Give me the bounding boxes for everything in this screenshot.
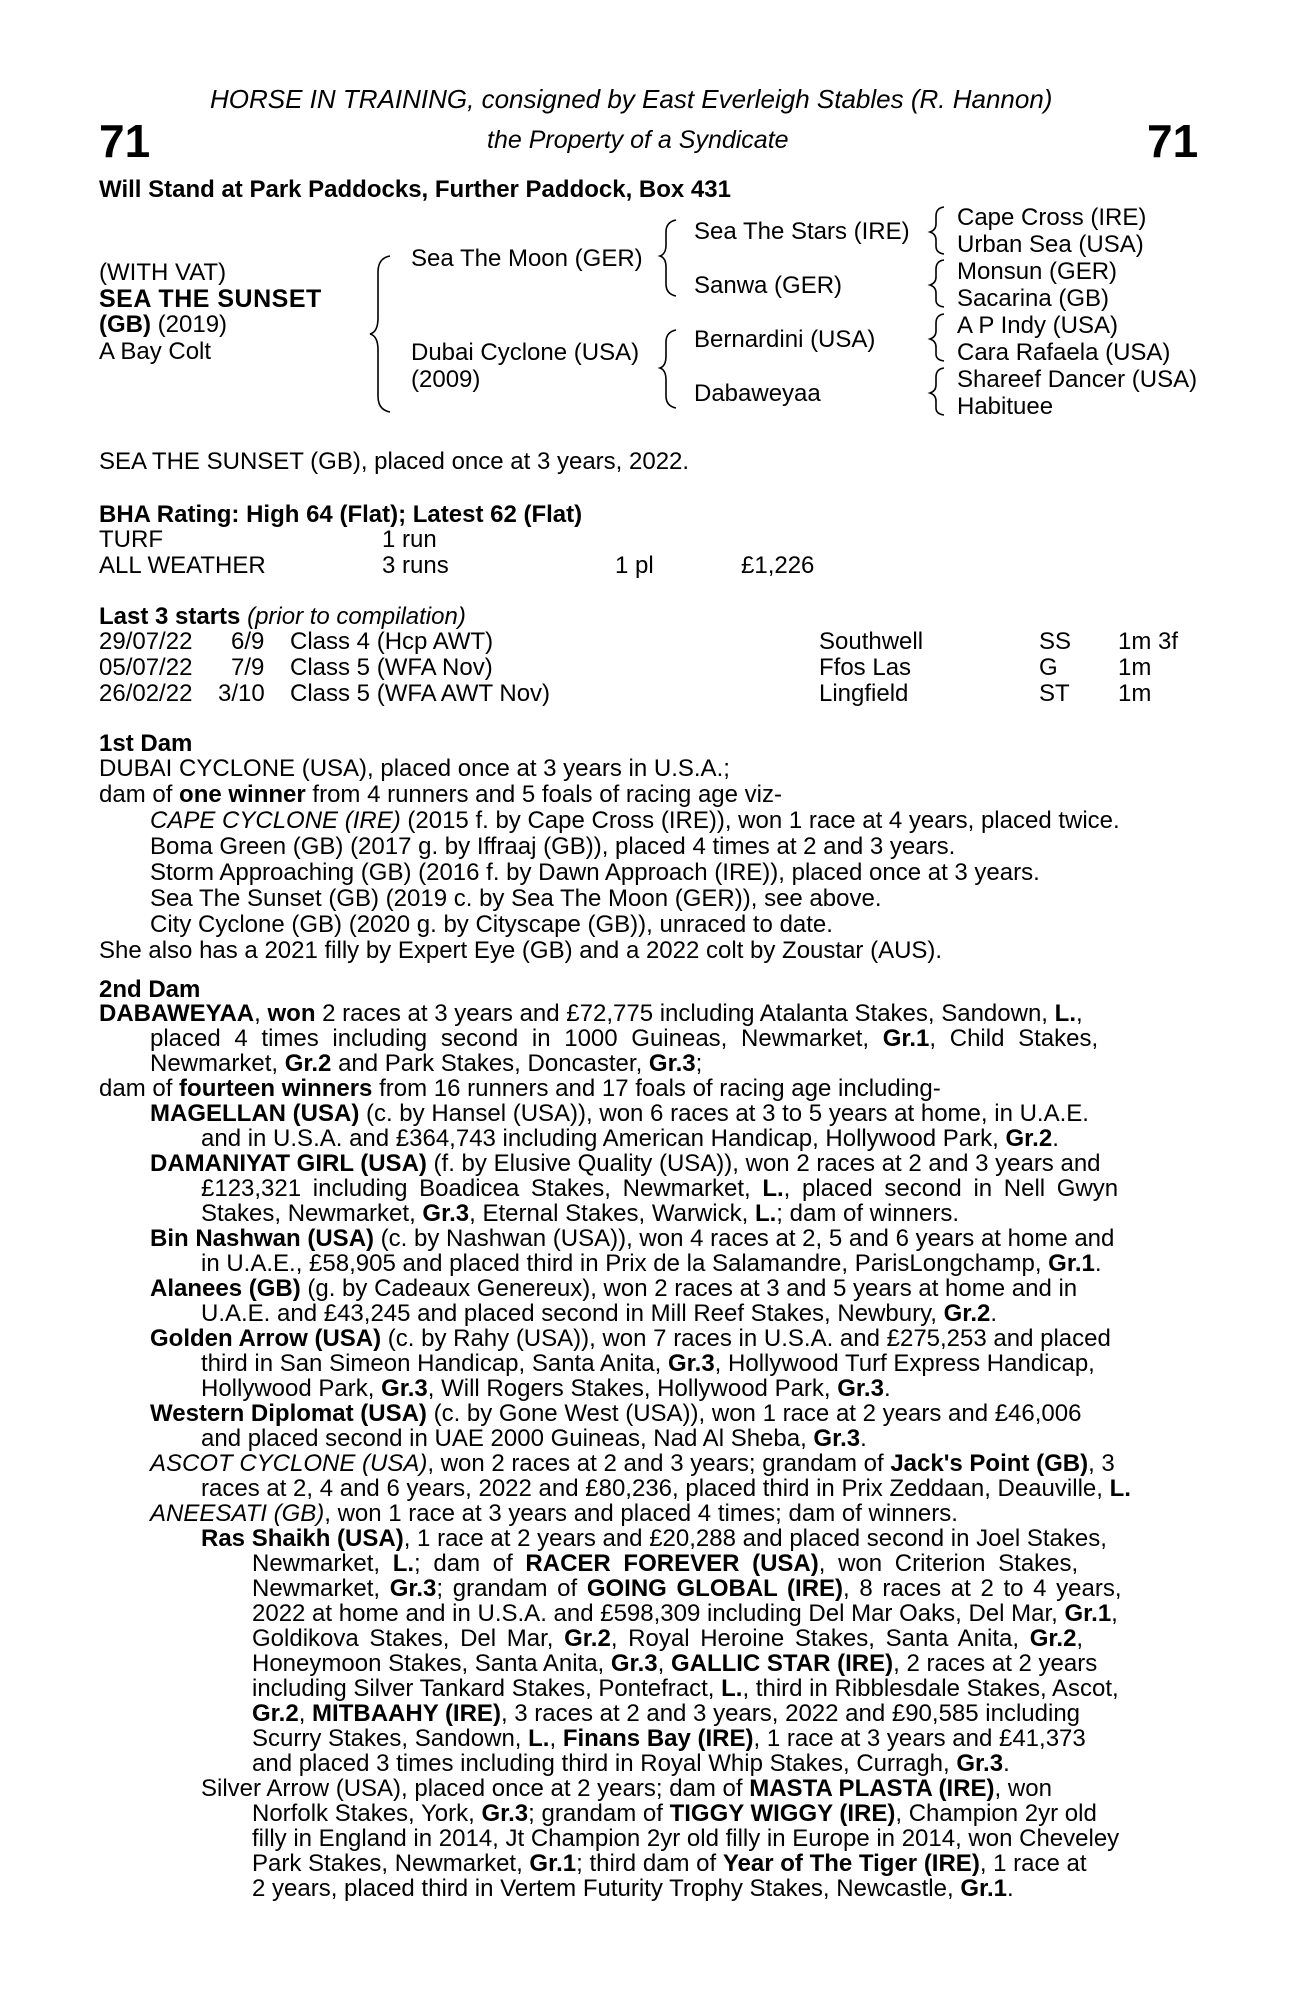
- produce-ras-shaikh-5: Goldikova Stakes, Del Mar, Gr.2, Royal Heroine Stakes, Santa Anita, Gr.2,: [252, 1625, 1084, 1652]
- produce-golden-arrow: Golden Arrow (USA) (c. by Rahy (USA)), won 7 races in U.S.A. and £275,253 and placed: [150, 1325, 1111, 1352]
- dam-dam: Dabaweyaa: [694, 380, 821, 407]
- start-class: Class 5 (WFA Nov): [290, 654, 493, 681]
- produce-western-diplomat: Western Diplomat (USA) (c. by Gone West (USA)), won 1 race at 2 years and £46,006: [150, 1400, 1082, 1427]
- gg-2: Urban Sea (USA): [957, 231, 1144, 258]
- gg-5: A P Indy (USA): [957, 312, 1118, 339]
- start-going: ST: [1039, 680, 1070, 707]
- produce-ascot-cyclone-2: races at 2, 4 and 6 years, 2022 and £80,236, placed third in Prix Zeddaan, Deauville, L.: [201, 1475, 1131, 1502]
- start-class: Class 5 (WFA AWT Nov): [290, 680, 551, 707]
- horse-name: SEA THE SUNSET: [99, 285, 322, 313]
- produce-silver-arrow-3: filly in England in 2014, Jt Champion 2yr old filly in Europe in 2014, won Cheveley: [252, 1825, 1120, 1852]
- produce-magellan-2: and in U.S.A. and £364,743 including American Handicap, Hollywood Park, Gr.2.: [201, 1125, 1059, 1152]
- produce-bin-nashwan: Bin Nashwan (USA) (c. by Nashwan (USA)), won 4 races at 2, 5 and 6 years at home and: [150, 1225, 1115, 1252]
- gg-3: Monsun (GER): [957, 258, 1118, 285]
- start-date: 05/07/22: [99, 654, 193, 681]
- start-distance: 1m: [1118, 680, 1152, 707]
- dam-sire: Bernardini (USA): [694, 326, 876, 353]
- horse-origin-year: (GB) (2019): [99, 311, 228, 338]
- sire-dam: Sanwa (GER): [694, 272, 843, 299]
- start-going: G: [1039, 654, 1058, 681]
- foal-3: Storm Approaching (GB) (2016 f. by Dawn Approach (IRE)), placed once at 3 years.: [150, 859, 1040, 886]
- second-dam-line-2: placed 4 times including second in 1000 Guineas, Newmarket, Gr.1, Child Stakes,: [150, 1025, 1099, 1052]
- horse-description: A Bay Colt: [99, 338, 212, 365]
- produce-silver-arrow-5: 2 years, placed third in Vertem Futurity Trophy Stakes, Newcastle, Gr.1.: [252, 1875, 1014, 1902]
- produce-ras-shaikh-10: and placed 3 times including third in Royal Whip Stakes, Curragh, Gr.3.: [252, 1750, 1010, 1777]
- first-dam-produce: dam of one winner from 4 runners and 5 foals of racing age viz-: [99, 781, 782, 808]
- start-distance: 1m 3f: [1118, 628, 1179, 655]
- bha-rating: BHA Rating: High 64 (Flat); Latest 62 (Flat): [99, 501, 583, 528]
- catalogue-title: HORSE IN TRAINING, consigned by East Everleigh Stables (R. Hannon): [210, 84, 1053, 114]
- foal-4: Sea The Sunset (GB) (2019 c. by Sea The Moon (GER)), see above.: [150, 885, 882, 912]
- produce-damaniyat-2: £123,321 including Boadicea Stakes, Newmarket, L., placed second in Nell Gwyn: [201, 1175, 1119, 1202]
- second-dam-produce: dam of fourteen winners from 16 runners and 17 foals of racing age including-: [99, 1075, 941, 1102]
- start-distance: 1m: [1118, 654, 1152, 681]
- start-position: 3/10: [218, 680, 265, 707]
- sire-sire: Sea The Stars (IRE): [694, 218, 910, 245]
- produce-ras-shaikh-4: 2022 at home and in U.S.A. and £598,309 including Del Mar Oaks, Del Mar, Gr.1,: [252, 1600, 1118, 1627]
- second-dam-line-1: DABAWEYAA, won 2 races at 3 years and £72,775 including Atalanta Stakes, Sandown, L.,: [99, 1000, 1083, 1027]
- gg-8: Habituee: [957, 393, 1054, 420]
- produce-alanees-2: U.A.E. and £43,245 and placed second in Mill Reef Stakes, Newbury, Gr.2.: [201, 1300, 998, 1327]
- start-date: 29/07/22: [99, 628, 193, 655]
- produce-ras-shaikh-3: Newmarket, Gr.3; grandam of GOING GLOBAL (IRE), 8 races at 2 to 4 years,: [252, 1575, 1122, 1602]
- foal-1: CAPE CYCLONE (IRE) (2015 f. by Cape Cross (IRE)), won 1 race at 4 years, placed twice.: [150, 807, 1120, 834]
- produce-aneesati: ANEESATI (GB), won 1 race at 3 years and placed 4 times; dam of winners.: [150, 1500, 958, 1527]
- produce-silver-arrow: Silver Arrow (USA), placed once at 2 years; dam of MASTA PLASTA (IRE), won: [201, 1775, 1052, 1802]
- produce-damaniyat-3: Stakes, Newmarket, Gr.3, Eternal Stakes, Warwick, L.; dam of winners.: [201, 1200, 960, 1227]
- second-dam-heading: 2nd Dam: [99, 976, 201, 1003]
- dam: Dubai Cyclone (USA): [411, 339, 640, 366]
- foal-2: Boma Green (GB) (2017 g. by Iffraaj (GB)), placed 4 times at 2 and 3 years.: [150, 833, 956, 860]
- start-position: 6/9: [231, 628, 265, 655]
- produce-ras-shaikh-6: Honeymoon Stakes, Santa Anita, Gr.3, GALLIC STAR (IRE), 2 races at 2 years: [252, 1650, 1098, 1677]
- lot-number-right: 71: [1147, 115, 1199, 167]
- race-summary: SEA THE SUNSET (GB), placed once at 3 years, 2022.: [99, 448, 690, 475]
- produce-alanees: Alanees (GB) (g. by Cadeaux Genereux), won 2 races at 3 and 5 years at home and in: [150, 1275, 1078, 1302]
- produce-ascot-cyclone: ASCOT CYCLONE (USA), won 2 races at 2 and 3 years; grandam of Jack's Point (GB), 3: [150, 1450, 1115, 1477]
- lot-number-left: 71: [99, 115, 151, 167]
- gg-6: Cara Rafaela (USA): [957, 339, 1171, 366]
- dam-year: (2009): [411, 366, 481, 393]
- foal-5: City Cyclone (GB) (2020 g. by Cityscape (GB)), unraced to date.: [150, 911, 833, 938]
- gg-7: Shareef Dancer (USA): [957, 366, 1198, 393]
- produce-magellan: MAGELLAN (USA) (c. by Hansel (USA)), won 6 races at 3 to 5 years at home, in U.A.E.: [150, 1100, 1089, 1127]
- aw-runs: 3 runs: [382, 552, 449, 579]
- aw-placed: 1 pl: [615, 552, 654, 579]
- produce-golden-arrow-3: Hollywood Park, Gr.3, Will Rogers Stakes, Hollywood Park, Gr.3.: [201, 1375, 891, 1402]
- produce-ras-shaikh-2: Newmarket, L.; dam of RACER FOREVER (USA), won Criterion Stakes,: [252, 1550, 1079, 1577]
- start-course: Southwell: [819, 628, 924, 655]
- start-position: 7/9: [231, 654, 265, 681]
- gg-4: Sacarina (GB): [957, 285, 1110, 312]
- start-going: SS: [1039, 628, 1072, 655]
- first-dam-heading: 1st Dam: [99, 730, 193, 757]
- first-dam-line: DUBAI CYCLONE (USA), placed once at 3 years in U.S.A.;: [99, 755, 730, 782]
- turf-runs: 1 run: [382, 526, 437, 553]
- gg-1: Cape Cross (IRE): [957, 204, 1147, 231]
- turf-label: TURF: [99, 526, 163, 553]
- produce-silver-arrow-2: Norfolk Stakes, York, Gr.3; grandam of TIGGY WIGGY (IRE), Champion 2yr old: [252, 1800, 1097, 1827]
- aw-prize: £1,226: [741, 552, 815, 579]
- second-dam-line-3: Newmarket, Gr.2 and Park Stakes, Doncaster, Gr.3;: [150, 1050, 703, 1077]
- produce-damaniyat: DAMANIYAT GIRL (USA) (f. by Elusive Quality (USA)), won 2 races at 2 and 3 years and: [150, 1150, 1101, 1177]
- last-starts-heading: Last 3 starts (prior to compilation): [99, 603, 466, 630]
- produce-silver-arrow-4: Park Stakes, Newmarket, Gr.1; third dam of Year of The Tiger (IRE), 1 race at: [252, 1850, 1087, 1877]
- produce-ras-shaikh-7: including Silver Tankard Stakes, Pontefract, L., third in Ribblesdale Stakes, Ascot,: [252, 1675, 1119, 1702]
- sire: Sea The Moon (GER): [411, 245, 643, 272]
- produce-ras-shaikh: Ras Shaikh (USA), 1 race at 2 years and £20,288 and placed second in Joel Stakes,: [201, 1525, 1107, 1552]
- start-course: Lingfield: [819, 680, 909, 707]
- catalogue-subtitle: the Property of a Syndicate: [487, 126, 789, 154]
- produce-western-diplomat-2: and placed second in UAE 2000 Guineas, Nad Al Sheba, Gr.3.: [201, 1425, 867, 1452]
- foal-note: She also has a 2021 filly by Expert Eye (GB) and a 2022 colt by Zoustar (AUS).: [99, 937, 943, 964]
- start-class: Class 4 (Hcp AWT): [290, 628, 494, 655]
- produce-ras-shaikh-8: Gr.2, MITBAAHY (IRE), 3 races at 2 and 3 years, 2022 and £90,585 including: [252, 1700, 1081, 1727]
- produce-bin-nashwan-2: in U.A.E., £58,905 and placed third in Prix de la Salamandre, ParisLongchamp, Gr.1.: [201, 1250, 1102, 1277]
- vat-note: (WITH VAT): [99, 259, 227, 286]
- start-date: 26/02/22: [99, 680, 193, 707]
- stand-location: Will Stand at Park Paddocks, Further Paddock, Box 431: [99, 176, 731, 203]
- produce-ras-shaikh-9: Scurry Stakes, Sandown, L., Finans Bay (IRE), 1 race at 3 years and £41,373: [252, 1725, 1086, 1752]
- aw-label: ALL WEATHER: [99, 552, 266, 579]
- produce-golden-arrow-2: third in San Simeon Handicap, Santa Anita, Gr.3, Hollywood Turf Express Handicap,: [201, 1350, 1095, 1377]
- start-course: Ffos Las: [819, 654, 912, 681]
